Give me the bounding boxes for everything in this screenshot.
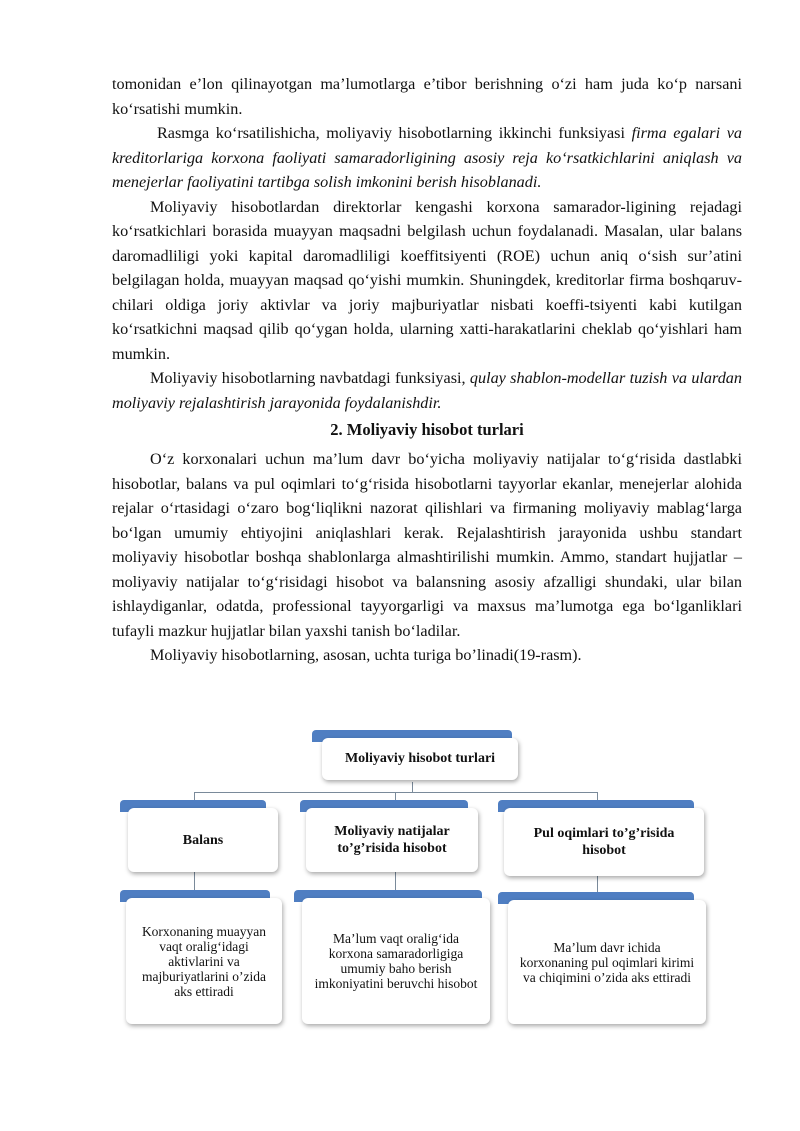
- paragraph-3: Moliyaviy hisobotlardan direktorlar kengashi korxona samarador-ligining rejadagi ko‘rsatkichlari borasida muayyan maqsadni belgilash uchun foydalanadi. Masalan, ular balans daromadliligi yoki kapital daromadliligi koeffitsiyenti (ROE) uchun aniq o‘sish sur’atini belgilagan holda, muayyan maqsad qo‘yishi mumkin. Shuningdek, kreditorlar firma boshqaruv-chilari oldiga joriy aktivlar va joriy majburiyatlar nisbati koeffi-tsiyenti kabi kutilgan ko‘rsatkichni maqsad qilib qo‘ygan holda, ularning xatti-harakatlarini cheklab qo‘yishlari ham mumkin.: [112, 197, 742, 363]
- paragraph-2: [112, 121, 742, 195]
- desc-pul-text: Ma’lum davr ichida korxonaning pul oqimlari kirimi va chiqimini o’zida aks ettiradi: [519, 939, 695, 985]
- branch-balans-title: Balans: [182, 832, 224, 848]
- root-label: Moliyaviy hisobot turlari: [344, 751, 496, 766]
- desc-balans-box: [126, 898, 282, 1024]
- paragraph-5: O‘z korxonalari uchun ma’lum davr bo‘yicha moliyaviy natijalar to‘g‘risida dastlabki hisobotlar, balans va pul oqimlari to‘g‘risida hisobotlarni tayyorlar ekanlar, menejerlar alohida rejalar o‘rtasidagi o‘zaro bog‘liqlikni nazorat qilishlari va firmaning moliyaviy mablag‘larga bo‘lgan umumiy ehtiyojini aniqlashlari kerak. Rejalashtirish jarayonida ushbu standart moliyaviy hisobotlar boshqa shablonlarga almashtirilishi mumkin. Ammo, standart hujjatlar – moliyaviy natijalar to‘g‘risidagi hisobot va balansning asosiy afzalligi shundaki, ular bilan ishlaydiganlar, odatda, professional tayyorgarligi va maxsus ma’lumotga ega bo‘lganliklari tufayli mazkur hujjatlar bilan yaxshi tanish bo‘ladilar.: [112, 450, 742, 640]
- paragraph-4: [112, 366, 742, 415]
- paragraph-4-italic: qulay shablon-modellar tuzish va ulardan moliyaviy rejalashtirish jarayonida foydalanishdir.: [112, 369, 742, 412]
- branch-pul-box: [504, 808, 704, 876]
- paragraph-6: Moliyaviy hisobotlarning, asosan, uchta turiga bo’linadi(19-rasm).: [150, 646, 582, 664]
- paragraph-2-italic: firma egalari va kreditorlariga korxona faoliyati samaradorligining asosiy reja ko‘rsatkichlarini aniqlash va menejerlar faoliyatini tartibga solish imkonini berish hisoblanadi.: [112, 124, 742, 191]
- report-types-diagram: [112, 730, 712, 1030]
- connector-mid-lower: [395, 872, 396, 890]
- connector-right-lower: [597, 876, 598, 892]
- section-heading: 2. Moliyaviy hisobot turlari: [330, 420, 524, 439]
- document-body: [112, 72, 742, 668]
- connector-root-down: [412, 782, 413, 792]
- root-box: [322, 738, 518, 780]
- desc-pul-box: [508, 900, 706, 1024]
- branch-balans-box: [128, 808, 278, 872]
- branch-natijalar-box: [306, 808, 478, 872]
- branch-pul-title: Pul oqimlari to’g’risida hisobot: [533, 826, 675, 858]
- connector-left-lower: [194, 872, 195, 890]
- desc-natijalar-box: [302, 898, 490, 1024]
- desc-natijalar-text: Ma’lum vaqt oralig‘ida korxona samaradorligiga umumiy baho berish imkoniyatini beruvchi hisobot: [314, 931, 478, 991]
- paragraph-1: tomonidan e’lon qilinayotgan ma’lumotlarga e’tibor berishning o‘zi ham juda ko‘p narsani ko‘rsatishi mumkin.: [112, 75, 742, 118]
- desc-balans-text: Korxonaning muayyan vaqt oralig‘idagi aktivlarini va majburiyatlarini o’zida aks ettiradi: [141, 923, 267, 999]
- branch-natijalar-title: Moliyaviy natijalar to’g’risida hisobot: [334, 824, 450, 856]
- paragraph-4-text: Moliyaviy hisobotlarning navbatdagi funksiyasi,: [150, 369, 470, 387]
- paragraph-2-text: Rasmga ko‘rsatilishicha, moliyaviy hisobotlarning ikkinchi funksiyasi: [157, 124, 632, 142]
